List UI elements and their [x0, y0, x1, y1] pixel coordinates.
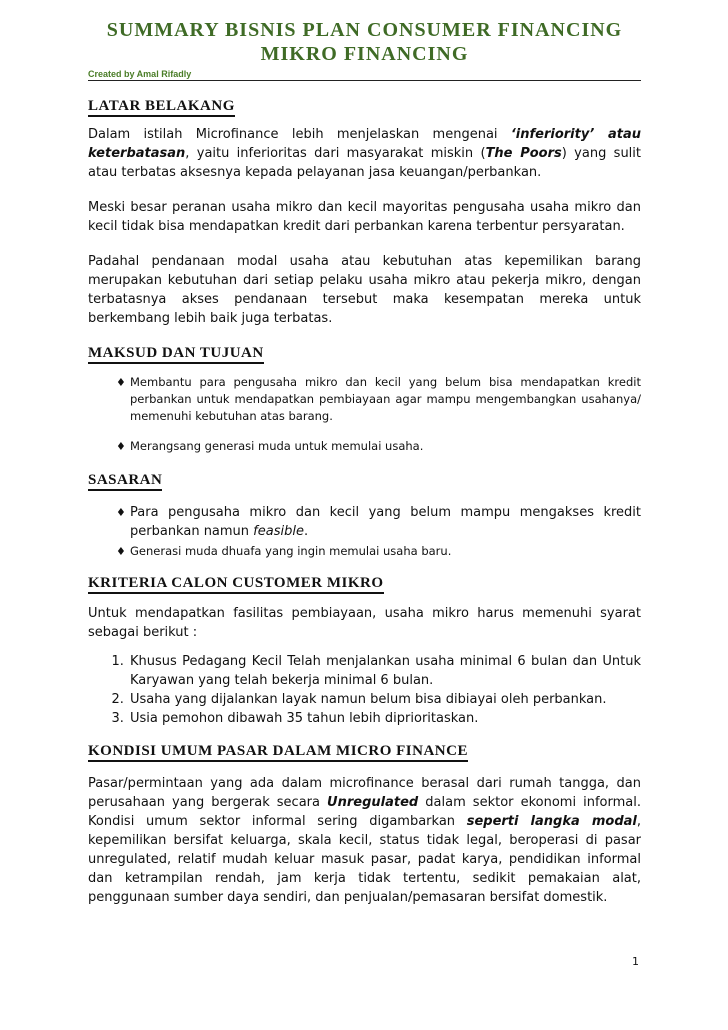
list-item-text: Para pengusaha mikro dan kecil yang belum mampu mengakses kredit perbankan namun — [130, 505, 641, 539]
section-latar-belakang — [88, 95, 641, 328]
author-credit: Created by Amal Rifadly — [88, 69, 192, 79]
bullet-list — [116, 503, 641, 560]
page-number: 1 — [632, 955, 639, 968]
text: ) yang sulit atau terbatas aksesnya kepada pelayanan jasa keuangan/perbankan. — [88, 146, 642, 180]
list-item: 1. Khusus Pedagang Kecil Telah menjalankan usaha minimal 6 bulan dan Untuk Karyawan yang telah bekerja minimal 6 bulan. — [128, 652, 641, 690]
list-item — [116, 374, 641, 425]
emphasis: feasible — [253, 524, 304, 539]
text: Pasar/permintaan yang ada dalam microfinance berasal dari rumah tangga, dan perusahaan yang bergerak secara — [88, 776, 641, 810]
section-sasaran — [88, 469, 641, 560]
section-heading: LATAR BELAKANG — [88, 98, 235, 117]
title-line-2: MIKRO FINANCING — [260, 43, 469, 65]
diamond-bullet-icon: ♦ — [116, 545, 126, 558]
emphasis: seperti langka modal — [466, 814, 637, 829]
diamond-bullet-icon: ♦ — [116, 440, 126, 453]
text: , yaitu inferioritas dari masyarakat miskin ( — [185, 146, 486, 161]
header-rule — [88, 80, 641, 81]
list-item-text: Merangsang generasi muda untuk memulai usaha. — [130, 439, 424, 453]
list-item: 3. Usia pemohon dibawah 35 tahun lebih diprioritaskan. — [128, 709, 641, 728]
paragraph: Untuk mendapatkan fasilitas pembiayaan, usaha mikro harus memenuhi syarat sebagai berikut : — [88, 606, 641, 640]
text: . — [303, 524, 309, 539]
section-kriteria — [88, 572, 641, 728]
list-item — [116, 438, 641, 455]
title-line-1: SUMMARY BISNIS PLAN CONSUMER FINANCING — [106, 19, 623, 41]
emphasis: Unregulated — [327, 795, 419, 810]
section-heading: KONDISI UMUM PASAR DALAM MICRO FINANCE — [88, 743, 468, 762]
document-page — [88, 18, 641, 907]
text: dalam sektor ekonomi informal. Kondisi umum sektor informal sering digambarkan — [88, 795, 641, 829]
section-kondisi-pasar — [88, 740, 641, 907]
document-title — [88, 18, 641, 66]
section-heading: MAKSUD DAN TUJUAN — [88, 345, 264, 364]
diamond-bullet-icon: ♦ — [116, 376, 126, 389]
section-heading: SASARAN — [88, 472, 162, 491]
numbered-list — [88, 652, 641, 728]
text: , kepemilikan bersifat keluarga, skala kecil, status tidak legal, beroperasi di pasar unregulated, relatif mudah keluar masuk pasar, padat karya, pendidikan informal dan ketrampilan rendah, jam kerja tidak tertentu, sedikit pemakaian alat, penggunaan sumber daya sendiri, dan penjualan/pemasaran bersifat domestik. — [88, 814, 641, 905]
section-heading: KRITERIA CALON CUSTOMER MIKRO — [88, 575, 384, 594]
paragraph — [88, 125, 641, 182]
list-item — [116, 543, 641, 560]
list-item — [116, 503, 641, 541]
paragraph: Meski besar peranan usaha mikro dan kecil mayoritas pengusaha usaha mikro dan kecil tidak bisa mendapatkan kredit dari perbankan karena terbentur persyaratan. — [88, 200, 641, 234]
list-item: 2. Usaha yang dijalankan layak namun belum bisa dibiayai oleh perbankan. — [128, 690, 641, 709]
emphasis: ‘inferiority’ atau keterbatasan — [88, 127, 641, 161]
diamond-bullet-icon: ♦ — [116, 506, 126, 519]
list-item-text: Generasi muda dhuafa yang ingin memulai usaha baru. — [130, 544, 452, 558]
paragraph: Padahal pendanaan modal usaha atau kebutuhan atas kepemilikan barang merupakan kebutuhan dari setiap pelaku usaha mikro atau pekerja mikro, dengan terbatasnya akses pendanaan tersebut maka kesempatan mereka untuk berkembang lebih baik juga terbatas. — [88, 254, 641, 326]
emphasis: The Poors — [485, 146, 562, 161]
section-maksud-tujuan — [88, 342, 641, 455]
text: Dalam istilah Microfinance lebih menjelaskan mengenai — [88, 127, 511, 142]
bullet-list — [116, 374, 641, 455]
paragraph — [88, 774, 641, 907]
list-item-text: Membantu para pengusaha mikro dan kecil yang belum bisa mendapatkan kredit perbankan untuk mendapatkan pembiayaan agar mampu mengembangkan usahanya/ memenuhi kebutuhan atas barang. — [130, 375, 641, 423]
